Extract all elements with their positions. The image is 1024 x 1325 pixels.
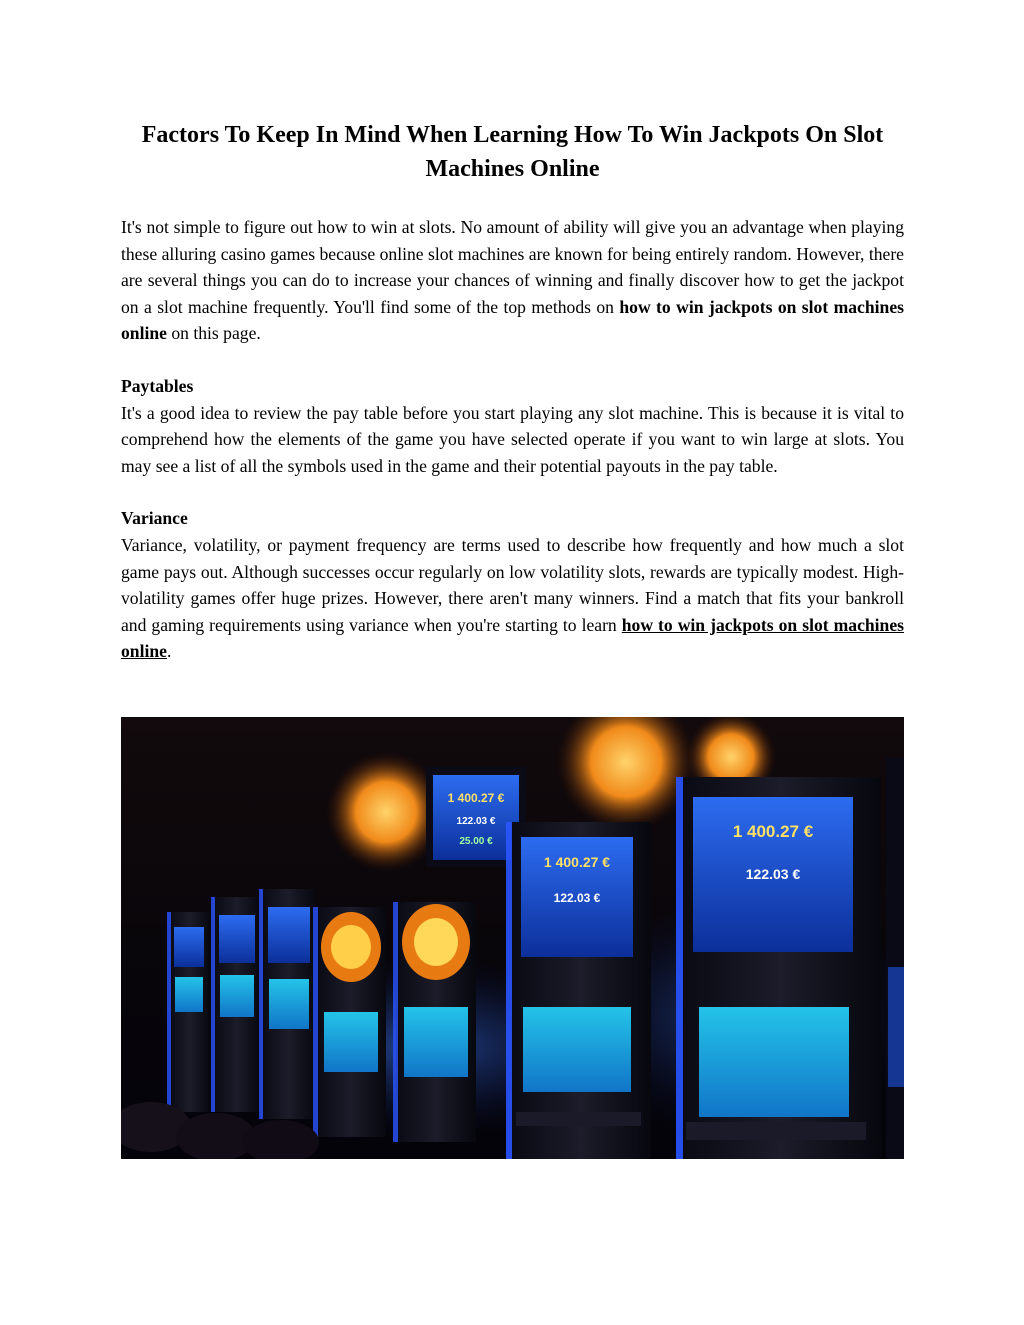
jackpot-value: 122.03 € xyxy=(745,866,801,882)
variance-text: Variance, volatility, or payment frequency are terms used to describe how frequently and how much a slot game pays out. Although successes occur regularly on low volatility slots, rewards are typically modest. High-volatility games offer huge prizes. However, there aren't many winners. Find a match that fits your bankroll and gaming requirements using variance when you're starting to learn xyxy=(121,534,904,635)
variance-section xyxy=(121,505,904,665)
jackpot-value: 122.03 € xyxy=(456,816,496,827)
slot-machine-near-2 xyxy=(676,777,881,1159)
paytables-heading: Paytables xyxy=(121,375,194,396)
variance-text-end: . xyxy=(166,641,172,662)
slot-machine-edge xyxy=(886,757,904,1159)
article xyxy=(121,118,904,665)
slot-machine-far-3 xyxy=(259,889,316,1119)
keyword-link[interactable]: how to win jackpots on slot machines online xyxy=(121,614,904,662)
jackpot-value: 25.00 € xyxy=(459,836,493,847)
jackpot-value: 1 400.27 € xyxy=(447,791,505,805)
slot-machine-mid-1 xyxy=(313,907,386,1137)
variance-paragraph xyxy=(121,532,904,665)
intro-text: It's not simple to figure out how to win at slots. No amount of ability will give you an advantage when playing these alluring casino games because online slot machines are known for being entirely random. However, there are several things you can do to increase your chances of winning and finally discover how to get the jackpot on a slot machine frequently. You'll find some of the top methods on xyxy=(121,217,904,317)
intro-paragraph xyxy=(121,214,904,347)
slot-machines-photo xyxy=(121,717,904,1159)
variance-heading: Variance xyxy=(121,508,188,529)
slot-machine-far-1 xyxy=(167,912,211,1112)
jackpot-value: 1 400.27 € xyxy=(543,854,611,870)
jackpot-value: 1 400.27 € xyxy=(732,822,814,841)
slot-machine-mid-2 xyxy=(393,902,476,1142)
slot-machine-far-2 xyxy=(211,897,261,1112)
paytables-paragraph: It's a good idea to review the pay table before you start playing any slot machine. This is because it is vital to comprehend how the elements of the game you have selected operate if you want to win large at slots. You may see a list of all the symbols used in the game and their potential payouts in the pay table. xyxy=(121,402,904,476)
slot-machines-illustration xyxy=(121,717,904,1159)
intro-keyword: how to win jackpots on slot machines online xyxy=(121,296,904,344)
slot-machine-near-1 xyxy=(506,822,651,1159)
jackpot-value: 122.03 € xyxy=(553,891,601,905)
paytables-section xyxy=(121,373,904,479)
intro-text-end: on this page. xyxy=(166,323,261,344)
article-title: Factors To Keep In Mind When Learning How To Win Jackpots On Slot Machines Online xyxy=(141,122,884,182)
